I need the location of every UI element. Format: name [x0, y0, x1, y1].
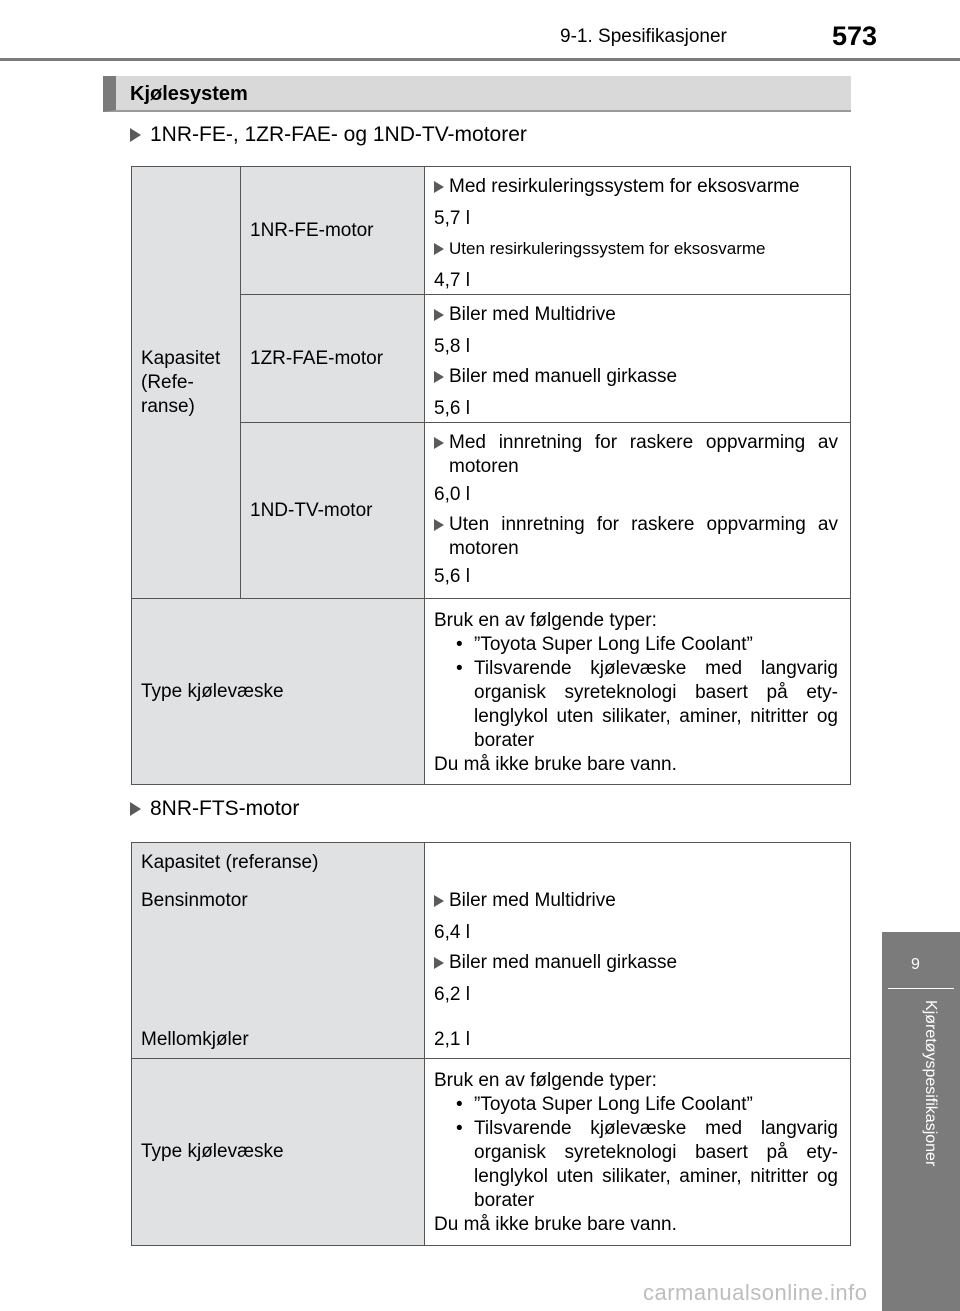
variant-label: Uten innretning for raskere oppvarming av motoren: [434, 513, 838, 561]
engine-name-cell: [240, 294, 426, 424]
coolant-list-item: • Tilsvarende kjølevæske med langvarig organisk syreteknologi basert på ety- lenglykol uten silikater, aminer, nitritter og borater: [434, 657, 838, 753]
engine-group-heading-text: 1NR-FE-, 1ZR-FAE- og 1ND-TV-motorer: [150, 123, 527, 146]
triangle-bullet-icon: [434, 371, 444, 383]
variant-label: Biler med Multidrive: [434, 889, 838, 913]
variant-label: Biler med manuell girkasse: [434, 365, 838, 389]
engine-name-cell: [240, 422, 426, 600]
chapter-number: 9: [911, 956, 920, 973]
engine-name: 1ZR-FAE-motor: [250, 348, 384, 369]
engine-capacity-cell: [424, 166, 851, 296]
triangle-bullet-icon: [434, 895, 444, 907]
watermark: carmanualsonline.info: [643, 1280, 868, 1305]
engine-name-cell: [240, 166, 426, 296]
capacity-label-cell: [131, 166, 242, 600]
variant-label: Uten resirkuleringssystem for eksosvarme: [434, 237, 838, 261]
capacity-value: 6,4 l: [434, 922, 470, 943]
coolant-list: [434, 633, 838, 753]
capacity-label-line: (Refe-: [141, 372, 194, 393]
engine-capacity-cell: [424, 294, 851, 424]
coolant-intro: Bruk en av følgende typer:: [434, 610, 657, 631]
capacity-label-line: ranse): [141, 396, 195, 417]
capacity-label-line: Kapasitet: [141, 348, 221, 369]
triangle-bullet-icon: [434, 309, 444, 321]
triangle-bullet-icon: [434, 181, 444, 193]
coolant-note: Du må ikke bruke bare vann.: [434, 754, 677, 775]
capacity-value: 5,8 l: [434, 336, 470, 357]
capacity-value: 5,6 l: [434, 398, 470, 419]
capacity-label: Kapasitet (referanse): [141, 852, 319, 873]
engine-name: 1NR-FE-motor: [250, 220, 374, 241]
header-divider: [0, 58, 960, 61]
capacity-value: 6,2 l: [434, 984, 470, 1005]
coolant-list-item: • ”Toyota Super Long Life Coolant”: [434, 1093, 838, 1117]
coolant-type-cell: [424, 598, 851, 785]
engine-group-heading: [130, 123, 527, 147]
engine-capacity-cell: [424, 842, 851, 1060]
intercooler-value: 2,1 l: [434, 1029, 470, 1050]
coolant-list-item: • ”Toyota Super Long Life Coolant”: [434, 633, 838, 657]
petrol-engine-label: Bensinmotor: [141, 890, 248, 911]
running-header-section: 9-1. Spesifikasjoner: [560, 26, 727, 47]
triangle-bullet-icon: [434, 437, 444, 449]
coolant-type-label-cell: [131, 1058, 426, 1246]
engine-group-heading-text: 8NR-FTS-motor: [150, 797, 300, 820]
coolant-intro: Bruk en av følgende typer:: [434, 1070, 657, 1091]
coolant-list-item: • Tilsvarende kjølevæske med langvarig organisk syreteknologi basert på ety- lenglykol uten silikater, aminer, nitritter og borater: [434, 1117, 838, 1213]
chapter-label: Kjøretøyspesifikasjoner: [922, 1000, 939, 1167]
coolant-type-label: Type kjølevæske: [141, 680, 284, 702]
coolant-type-cell: [424, 1058, 851, 1246]
triangle-bullet-icon: [130, 802, 141, 816]
capacity-value: 5,6 l: [434, 566, 470, 587]
coolant-type-label-cell: [131, 598, 426, 785]
capacity-value: 5,7 l: [434, 208, 470, 229]
section-title-bar: [103, 76, 851, 112]
page-number: 573: [832, 21, 878, 51]
variant-label: Biler med manuell girkasse: [434, 951, 838, 975]
variant-label: Med innretning for raskere oppvarming av motoren: [434, 431, 838, 479]
variant-label: Med resirkuleringssystem for eksosvarme: [434, 175, 838, 199]
capacity-value: 6,0 l: [434, 484, 470, 505]
triangle-bullet-icon: [434, 957, 444, 969]
coolant-note: Du må ikke bruke bare vann.: [434, 1214, 677, 1235]
triangle-bullet-icon: [434, 243, 444, 255]
coolant-type-label: Type kjølevæske: [141, 1141, 284, 1162]
coolant-list: [434, 1093, 838, 1213]
capacity-value: 4,7 l: [434, 270, 470, 291]
triangle-bullet-icon: [434, 519, 444, 531]
section-title: Kjølesystem: [130, 83, 248, 105]
engine-name: 1ND-TV-motor: [250, 500, 373, 521]
variant-label: Biler med Multidrive: [434, 303, 838, 327]
side-tab-divider: [888, 988, 954, 989]
intercooler-label: Mellomkjøler: [141, 1029, 249, 1050]
engine-capacity-cell: [424, 422, 851, 600]
capacity-label-cell: [131, 842, 426, 1060]
triangle-bullet-icon: [130, 128, 141, 142]
engine-group-heading: [130, 797, 299, 821]
